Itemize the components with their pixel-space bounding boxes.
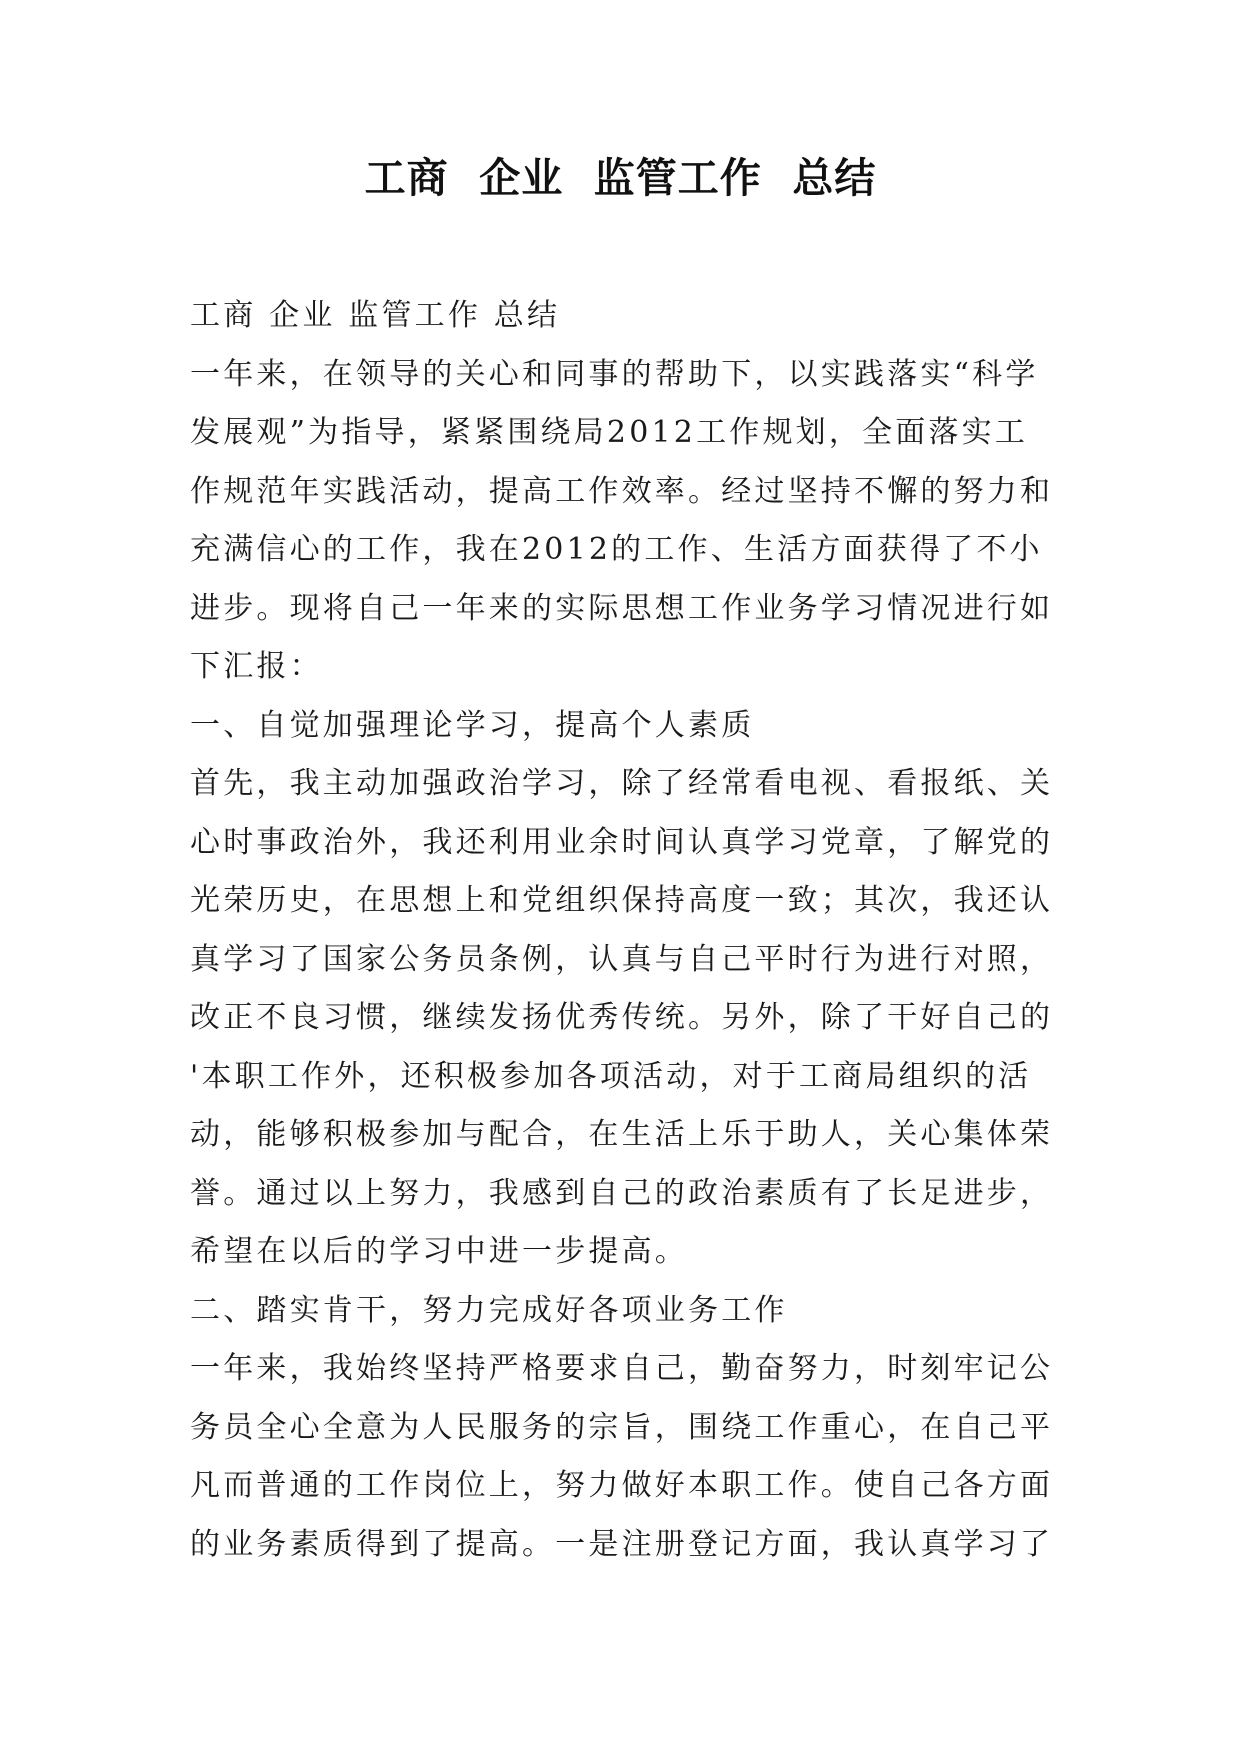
paragraph-line: 务员全心全意为人民服务的宗旨，围绕工作重心，在自己平 xyxy=(190,1409,1054,1445)
section-heading-2: 二、踏实肯干，努力完成好各项业务工作 xyxy=(190,1292,788,1328)
paragraph-line: 首先，我主动加强政治学习，除了经常看电视、看报纸、关 xyxy=(190,766,1054,801)
paragraph-line: 真学习了国家公务员条例，认真与自己平时行为进行对照， xyxy=(190,941,1054,977)
paragraph-line: 誉。通过以上努力，我感到自己的政治素质有了长足进步， xyxy=(190,1175,1054,1211)
body-subtitle-line: 工商 企业 监管工作 总结 xyxy=(190,298,561,333)
document-body xyxy=(190,287,1070,1574)
section-heading-1: 一、自觉加强理论学习，提高个人素质 xyxy=(190,707,755,743)
paragraph-line: 的业务素质得到了提高。一是注册登记方面，我认真学习了 xyxy=(190,1526,1054,1562)
document-title: 工商 企业 监管工作 总结 xyxy=(364,154,877,202)
paragraph-line: 下汇报： xyxy=(190,649,323,684)
paragraph-line: 改正不良习惯，继续发扬优秀传统。另外，除了干好自己的 xyxy=(190,1000,1054,1035)
paragraph-line: 光荣历史，在思想上和党组织保持高度一致；其次，我还认 xyxy=(190,883,1054,918)
paragraph-line: 充满信心的工作，我在2012的工作、生活方面获得了不小 xyxy=(190,532,1043,567)
paragraph-line: 发展观”为指导，紧紧围绕局2012工作规划，全面落实工 xyxy=(190,415,1029,450)
paragraph-line: 心时事政治外，我还利用业余时间认真学习党章，了解党的 xyxy=(190,824,1054,860)
paragraph-line: 凡而普通的工作岗位上，努力做好本职工作。使自己各方面 xyxy=(190,1468,1054,1503)
paragraph-line: 希望在以后的学习中进一步提高。 xyxy=(190,1234,688,1269)
paragraph-line: 一年来，在领导的关心和同事的帮助下，以实践落实“科学 xyxy=(190,356,1039,392)
paragraph-line: 一年来，我始终坚持严格要求自己，勤奋努力，时刻牢记公 xyxy=(190,1351,1054,1386)
paragraph-line: 动，能够积极参加与配合，在生活上乐于助人，关心集体荣 xyxy=(190,1117,1054,1152)
paragraph-line: 进步。现将自己一年来的实际思想工作业务学习情况进行如 xyxy=(190,590,1054,626)
paragraph-line: '本职工作外，还积极参加各项活动，对于工商局组织的活 xyxy=(190,1058,1032,1094)
paragraph-line: 作规范年实践活动，提高工作效率。经过坚持不懈的努力和 xyxy=(190,473,1054,509)
